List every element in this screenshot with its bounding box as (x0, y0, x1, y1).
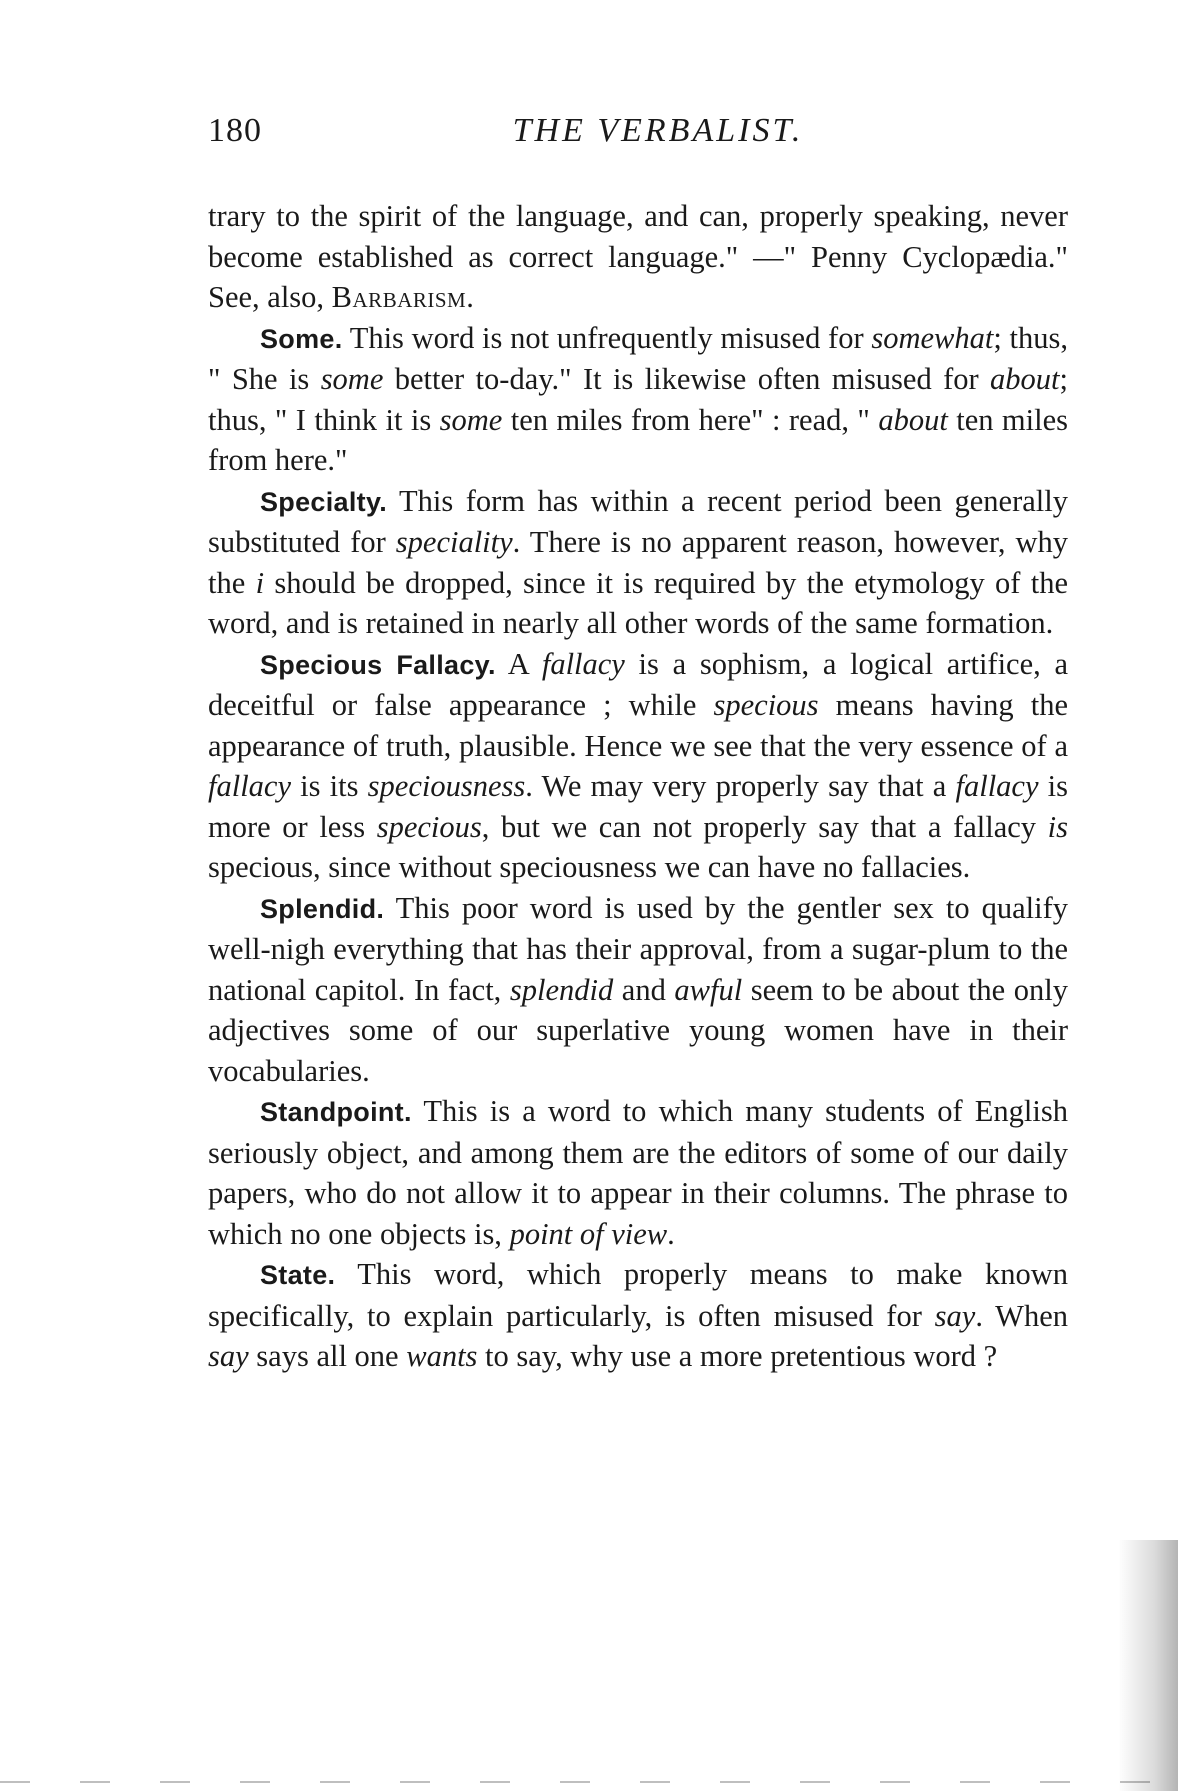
entry-standpoint (208, 1091, 1068, 1254)
text-run: should be dropped, since it is required by the etymology of the word, and is retained in nearly all other words of the same formation. (208, 565, 1068, 640)
headword: Specialty. (260, 486, 388, 517)
paragraph-continuation (208, 196, 1068, 318)
entry-splendid (208, 888, 1068, 1092)
headword: Some. (260, 323, 343, 354)
text-run: ten miles from here" : read, " (502, 402, 879, 437)
text-run: says all one (248, 1339, 407, 1373)
headword: Splendid. (260, 893, 385, 924)
italic-term: point of view (509, 1216, 668, 1251)
italic-term: awful (674, 972, 743, 1007)
text-run: to say, why use a more pretentious word ? (477, 1339, 998, 1373)
running-title: THE VERBALIST. (512, 112, 804, 149)
italic-term: specious (376, 809, 482, 844)
text-run: , but we can not properly say that a fallacy (481, 809, 1048, 844)
italic-term: fallacy (955, 769, 1039, 803)
entry-state (208, 1254, 1068, 1377)
headword: Specious Fallacy. (260, 649, 496, 680)
entry-specialty (208, 481, 1068, 644)
text-run: . (466, 280, 474, 314)
text-run: This is a word to which many students of English seriously object, and among them are the editors of some of our daily papers, who do not allow it to appear in their columns. The phrase to which no one objects is, (208, 1094, 1068, 1251)
italic-term: say (934, 1298, 976, 1333)
text-run: seem to be about the only adjectives some of our superlative young women have in their vocabularies. (208, 972, 1068, 1088)
text-run: This poor word is used by the gentler sex to qualify well-nigh everything that has their approval, from a sugar-plum to the national capitol. In fact, (208, 890, 1068, 1007)
italic-term: some (320, 362, 384, 396)
text-run: . When (975, 1298, 1068, 1333)
page-number: 180 (208, 112, 262, 149)
text-run: better to-day." It is likewise often misused for (383, 362, 991, 396)
text-run: ; thus, " She is (208, 320, 1068, 396)
entry-some (208, 318, 1068, 481)
italic-term: speciousness (367, 769, 526, 803)
text-run: is its (291, 769, 368, 803)
italic-term: about (990, 362, 1060, 396)
running-head (208, 112, 1068, 162)
text-run: and (613, 972, 675, 1007)
italic-term: say (208, 1339, 249, 1373)
italic-term: i (255, 565, 265, 600)
italic-term: speciality (395, 525, 513, 559)
page-bottom-edge (0, 1781, 1178, 1783)
italic-term: fallacy (541, 646, 625, 681)
italic-term: somewhat (871, 320, 994, 355)
italic-term: is (1047, 809, 1069, 844)
text-run: A (495, 646, 542, 681)
text-run: ten miles from here." (208, 402, 1068, 477)
text-run: means having the appearance of truth, plausible. Hence we see that the very essence of a (208, 688, 1068, 763)
italic-term: specious (713, 688, 819, 722)
page-edge-shadow (1118, 1540, 1178, 1791)
body-text (208, 196, 1068, 1377)
text-run: trary to the spirit of the language, and can, properly speaking, never become established as correct language." —" Penny Cyclopædia." See, also, (208, 199, 1068, 314)
text-run: . There is no apparent reason, however, why the (208, 525, 1068, 600)
text-run: . (667, 1216, 675, 1251)
italic-term: fallacy (208, 769, 291, 803)
italic-term: about (878, 402, 948, 437)
text-run: This word is not unfrequently misused for (342, 320, 872, 355)
italic-term: wants (406, 1339, 478, 1373)
text-run: is a sophism, a logical artifice, a deceitful or false appearance ; while (208, 646, 1068, 722)
italic-term: splendid (509, 972, 614, 1007)
italic-term: some (439, 402, 503, 437)
cross-reference: Barbarism (331, 280, 467, 314)
text-run: This form has within a recent period been generally substituted for (208, 483, 1068, 559)
entry-specious-fallacy (208, 644, 1068, 888)
headword: State. (260, 1260, 336, 1290)
text-run: This word, which properly means to make known specifically, to explain particularly, is often misused for (208, 1257, 1068, 1333)
text-run: ; thus, " I think it is (208, 362, 1069, 437)
text-run: . We may very properly say that a (525, 769, 956, 803)
headword: Standpoint. (260, 1097, 412, 1127)
text-run: specious, since without speciousness we can have no fallacies. (208, 850, 971, 884)
text-run: is more or less (208, 769, 1069, 844)
